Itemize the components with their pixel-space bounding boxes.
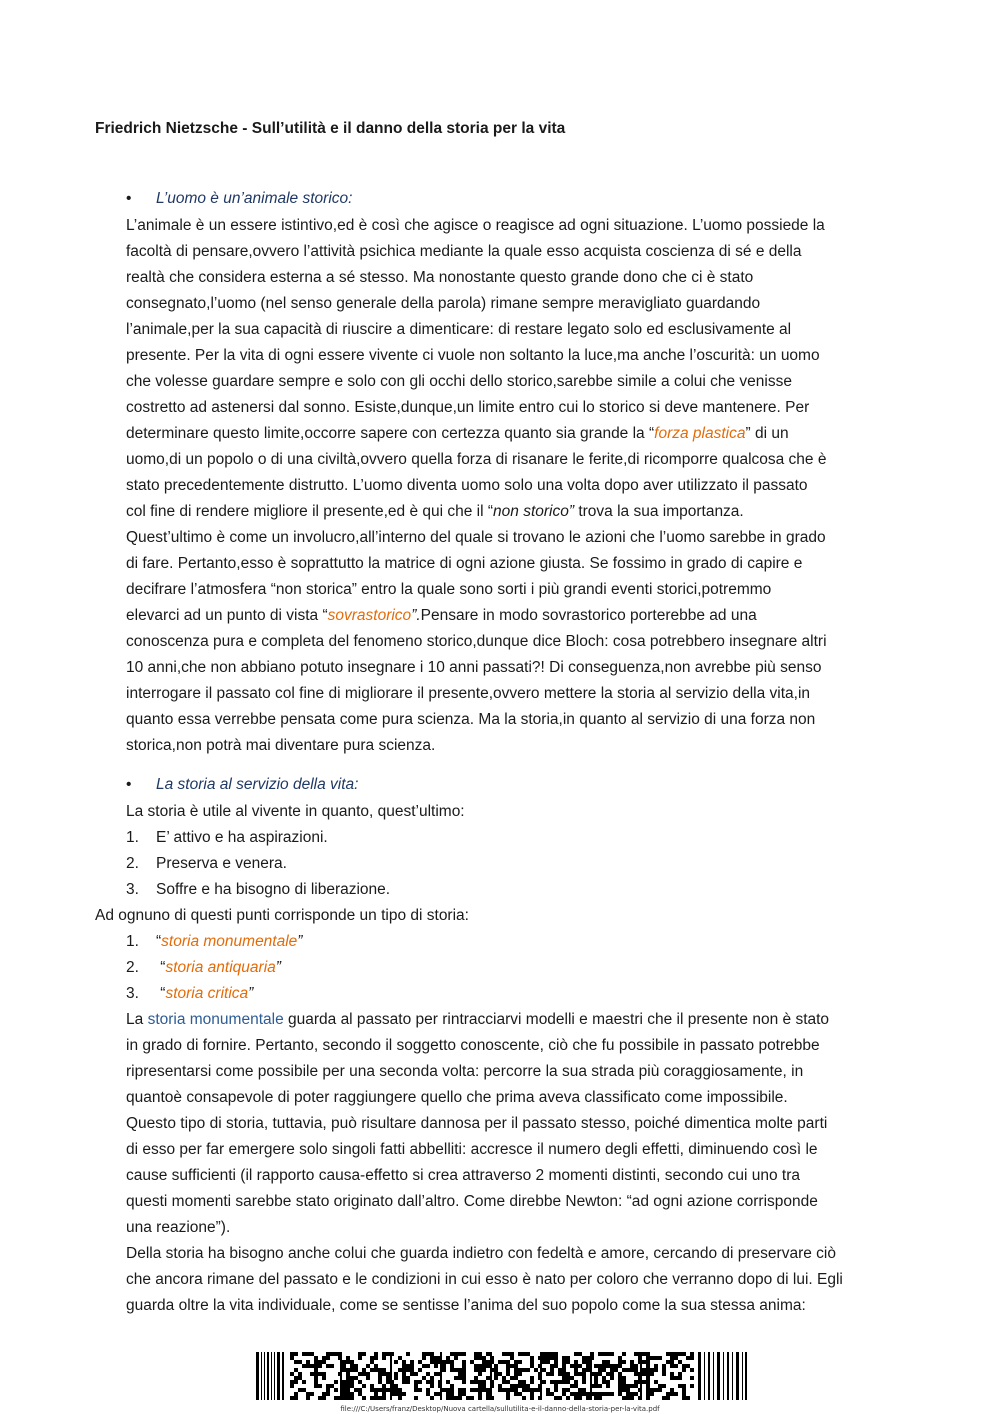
text-line bbox=[126, 1007, 916, 1033]
list-number: 1. bbox=[126, 933, 139, 950]
barcode-image bbox=[256, 1352, 748, 1400]
text-span: ” bbox=[275, 959, 281, 976]
text-line bbox=[126, 499, 916, 525]
list-text: E’ attivo e ha aspirazioni. bbox=[156, 829, 328, 846]
section1-heading-line bbox=[126, 190, 352, 208]
text-line: consegnato,l’uomo (nel senso generale della parola) rimane sempre meravigliato guardando bbox=[126, 295, 761, 312]
text-span: trova la sua importanza. bbox=[574, 503, 744, 520]
list-number: 2. bbox=[126, 959, 139, 976]
term-non-storico: non storico” bbox=[493, 503, 575, 520]
monumental-body bbox=[126, 1007, 916, 1319]
text-line: stato precedentemente distrutto. L’uomo diventa uomo solo una volta dopo aver utilizzato il passato bbox=[126, 477, 808, 494]
text-line: costretto ad astenersi dal sonno. Esiste,dunque,un limite entro cui lo storico si deve mantenere. Per bbox=[126, 399, 810, 416]
types-intro: Ad ognuno di questi punti corrisponde un tipo di storia: bbox=[95, 907, 469, 924]
type-monumentale: storia monumentale bbox=[161, 933, 298, 950]
list-number: 3. bbox=[126, 985, 139, 1002]
term-sovrastorico: sovrastorico bbox=[327, 607, 412, 624]
text-span: La bbox=[126, 1011, 148, 1028]
bullet-icon: • bbox=[126, 190, 132, 207]
section1-body bbox=[126, 213, 916, 759]
list-item bbox=[126, 825, 465, 851]
section1-heading: L’uomo è un’animale storico: bbox=[156, 190, 353, 207]
list-number: 3. bbox=[126, 881, 139, 898]
text-span: guarda al passato per rintracciarvi modelli e maestri che il presente non è stato bbox=[283, 1011, 830, 1028]
text-span: ” di un bbox=[745, 425, 789, 442]
text-line: facoltà di pensare,ovvero l’attività psichica mediante la quale esso acquista coscienza di sé e della bbox=[126, 243, 802, 260]
needs-list bbox=[126, 799, 465, 903]
bullet-icon: • bbox=[126, 776, 132, 793]
text-line: conoscenza pura e completa del fenomeno storico,dunque dice Bloch: cosa potrebbero insegnare altri bbox=[126, 633, 827, 650]
text-line: guarda oltre la vita individuale, come se sentisse l’anima del suo popolo come la sua stessa anima: bbox=[126, 1297, 806, 1314]
types-list bbox=[126, 929, 302, 1007]
term-storia-monumentale: storia monumentale bbox=[147, 1011, 284, 1028]
text-line: che ancora rimane del passato e le condizioni in cui esso è nato per coloro che verranno dopo di lui. Egli bbox=[126, 1271, 843, 1288]
text-span: ”. bbox=[411, 607, 421, 624]
list-item bbox=[126, 955, 302, 981]
list-text: Soffre e ha bisogno di liberazione. bbox=[156, 881, 391, 898]
text-span: ” bbox=[297, 933, 303, 950]
text-line: ripresentarsi come possibile per una seconda volta: percorre la sua strada più coraggiosamente, in bbox=[126, 1063, 804, 1080]
text-line: Questo tipo di storia, tuttavia, può risultare dannosa per il passato stesso, poiché dimentica molte parti bbox=[126, 1115, 828, 1132]
text-line: storica,non potrà mai diventare pura scienza. bbox=[126, 737, 436, 754]
text-line: 10 anni,che non abbiano potuto insegnare i 10 anni passati?! Di conseguenza,non avrebbe più senso bbox=[126, 659, 822, 676]
text-line: in grado di fornire. Pertanto, secondo il soggetto conoscente, ciò che fu possibile in passato potrebbe bbox=[126, 1037, 820, 1054]
text-line: interrogare il passato col fine di migliorare il presente,ovvero mettere la storia al servizio della vita,in bbox=[126, 685, 811, 702]
text-line: decifrare l’atmosfera “non storica” entro la quale sono sorti i più grandi eventi storici,potremmo bbox=[126, 581, 772, 598]
text-line: Quest’ultimo è come un involucro,all’interno del quale si trovano le azioni che l’uomo sarebbe in grado bbox=[126, 529, 826, 546]
text-line bbox=[126, 603, 916, 629]
type-critica: storia critica bbox=[165, 985, 249, 1002]
text-line: quanto essa verrebbe pensata come pura scienza. Ma la storia,in quanto al servizio di una forza non bbox=[126, 711, 816, 728]
text-line: cause sufficienti (il rapporto causa-effetto si crea attraverso 2 momenti distinti, secondo cui uno tra bbox=[126, 1167, 801, 1184]
list-number: 2. bbox=[126, 855, 139, 872]
list-item bbox=[126, 981, 302, 1007]
text-line: L’animale è un essere istintivo,ed è così che agisce o reagisce ad ogni situazione. L’uomo possiede la bbox=[126, 217, 825, 234]
footer-file-path: file:///C:/Users/franz/Desktop/Nuova cartella/sullutilita-e-il-danno-della-storia-per-la-vita.pdf bbox=[340, 1405, 660, 1413]
text-line: uomo,di un popolo o di una civiltà,ovvero quella forza di risanare le ferite,di ricomporre qualcosa che è bbox=[126, 451, 827, 468]
text-span: ” bbox=[248, 985, 254, 1002]
text-span: elevarci ad un punto di vista “ bbox=[126, 607, 328, 624]
text-line: che volesse guardare sempre e solo con gli occhi dello storico,sarebbe simile a colui che venisse bbox=[126, 373, 792, 390]
text-line: quantoè consapevole di poter raggiungere quello che prima aveva classificato come impossibile. bbox=[126, 1089, 788, 1106]
text-line: l’animale,per la sua capacità di riuscire a dimenticare: di restare legato solo ed esclusivamente al bbox=[126, 321, 792, 338]
text-line: Della storia ha bisogno anche colui che guarda indietro con fedeltà e amore, cercando di preservare ciò bbox=[126, 1245, 836, 1262]
type-antiquaria: storia antiquaria bbox=[165, 959, 276, 976]
page-title: Friedrich Nietzsche - Sull’utilità e il danno della storia per la vita bbox=[95, 120, 566, 137]
list-text: Preserva e venera. bbox=[156, 855, 287, 872]
text-span: Pensare in modo sovrastorico porterebbe ad una bbox=[420, 607, 757, 624]
list-item bbox=[126, 877, 465, 903]
text-line: presente. Per la vita di ogni essere vivente ci vuole non soltanto la luce,ma anche l’oscurità: un uomo bbox=[126, 347, 820, 364]
section2-heading-line bbox=[126, 776, 358, 794]
text-line bbox=[126, 421, 916, 447]
text-span: “ bbox=[156, 985, 166, 1002]
text-line: una reazione”). bbox=[126, 1219, 231, 1236]
text-span: La storia è utile al vivente in quanto, quest’ultimo: bbox=[126, 803, 465, 820]
section2-heading: La storia al servizio della vita: bbox=[156, 776, 359, 793]
list-item bbox=[126, 851, 465, 877]
text-span: “ bbox=[156, 959, 166, 976]
text-span: col fine di rendere migliore il presente,ed è qui che il “ bbox=[126, 503, 494, 520]
text-span: “ bbox=[156, 933, 162, 950]
list-number: 1. bbox=[126, 829, 139, 846]
term-forza-plastica: forza plastica bbox=[654, 425, 746, 442]
text-span: determinare questo limite,occorre sapere con certezza quanto sia grande la “ bbox=[126, 425, 655, 442]
text-line: questi momenti sarebbe stato originato dall’altro. Come direbbe Newton: “ad ogni azione corrisponde bbox=[126, 1193, 818, 1210]
list-item bbox=[126, 929, 302, 955]
list-intro bbox=[126, 799, 465, 825]
text-line: realtà che considera esterna a sé stesso. Ma nonostante questo grande dono che ci è stato bbox=[126, 269, 754, 286]
text-line: di esso per far emergere solo singoli fatti abbelliti: accresce il numero degli effetti, diminuendo così le bbox=[126, 1141, 818, 1158]
text-line: di fare. Pertanto,esso è soprattutto la matrice di ogni azione giusta. Se fossimo in grado di capire e bbox=[126, 555, 803, 572]
